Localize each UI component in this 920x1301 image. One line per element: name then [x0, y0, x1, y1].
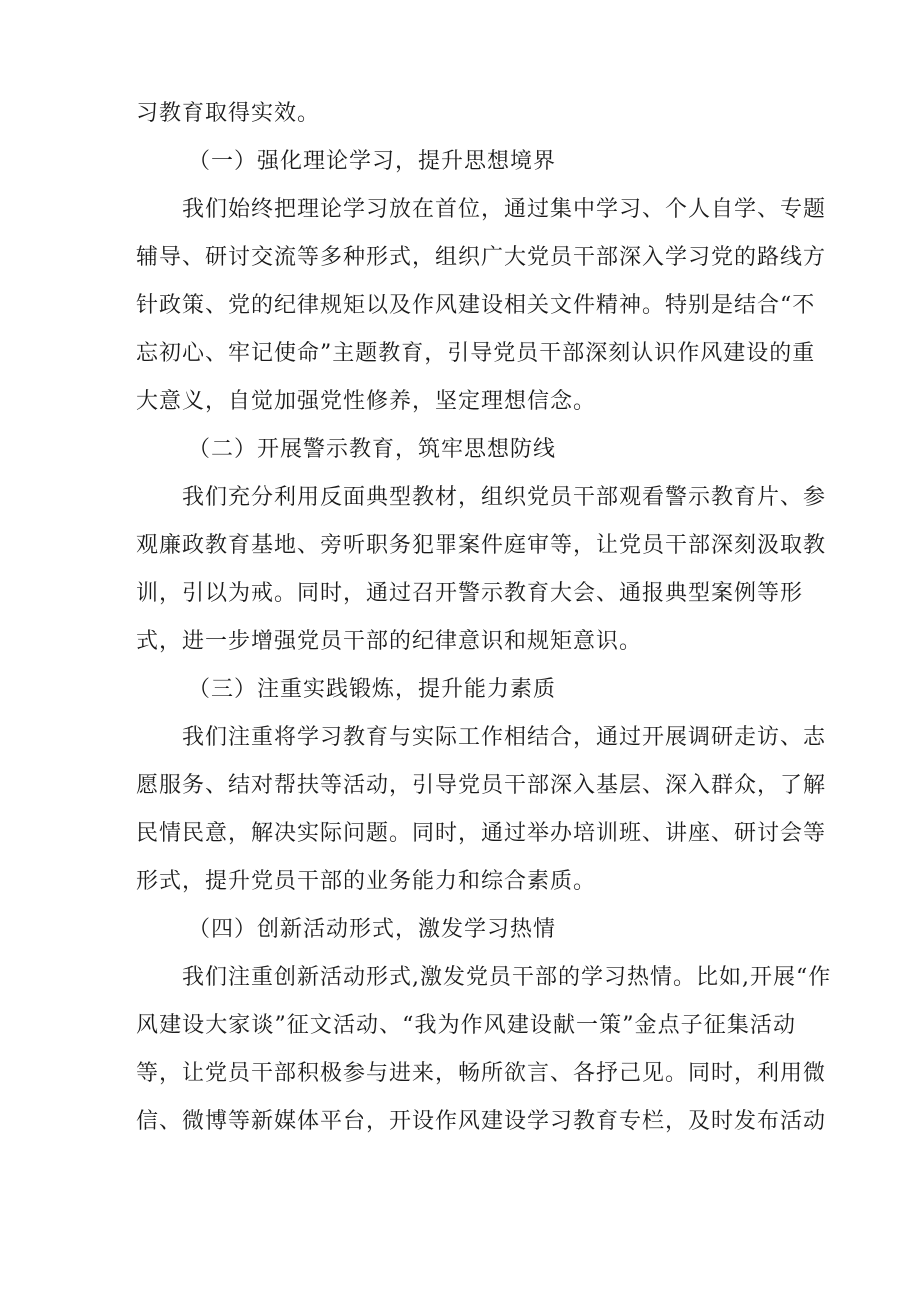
paragraph-line: 我们注重将学习教育与实际工作相结合，通过开展调研走访、志: [182, 725, 827, 750]
paragraph-line: 我们充分利用反面典型教材，组织党员干部观看警示教育片、参: [182, 485, 827, 510]
paragraph-line: 式，进一步增强党员干部的纪律意识和规矩意识。: [136, 629, 643, 654]
paragraph-line: 信、微博等新媒体平台，开设作风建设学习教育专栏，及时发布活动: [136, 1109, 827, 1134]
paragraph-line: 针政策、党的纪律规矩以及作风建设相关文件精神。特别是结合“不: [136, 293, 816, 318]
paragraph-line: 习教育取得实效。: [136, 101, 321, 126]
paragraph-line: 风建设大家谈”征文活动、“我为作风建设献一策”金点子征集活动: [136, 1013, 796, 1038]
paragraph-line: 大意义，自觉加强党性修养，坚定理想信念。: [136, 389, 597, 414]
paragraph-line: 等，让党员干部积极参与进来，畅所欲言、各抒己见。同时，利用微: [136, 1061, 827, 1086]
paragraph-line: 我们始终把理论学习放在首位，通过集中学习、个人自学、专题: [182, 197, 827, 222]
paragraph-line: 训，引以为戒。同时，通过召开警示教育大会、通报典型案例等形: [136, 581, 804, 606]
section-heading-1: （一）强化理论学习，提升思想境界: [188, 149, 557, 174]
section-heading-3: （三）注重实践锻炼，提升能力素质: [188, 677, 557, 702]
paragraph-line: 我们注重创新活动形式,激发党员干部的学习热情。比如,开展“作: [182, 965, 832, 990]
paragraph-line: 民情民意，解决实际问题。同时，通过举办培训班、讲座、研讨会等: [136, 821, 827, 846]
paragraph-line: 愿服务、结对帮扶等活动，引导党员干部深入基层、深入群众，了解: [136, 773, 827, 798]
section-heading-4: （四）创新活动形式，激发学习热情: [188, 917, 557, 942]
section-heading-2: （二）开展警示教育，筑牢思想防线: [188, 437, 557, 462]
paragraph-line: 观廉政教育基地、旁听职务犯罪案件庭审等，让党员干部深刻汲取教: [136, 533, 827, 558]
paragraph-line: 辅导、研讨交流等多种形式，组织广大党员干部深入学习党的路线方: [136, 245, 827, 270]
paragraph-line: 忘初心、牢记使命”主题教育，引导党员干部深刻认识作风建设的重: [136, 341, 816, 366]
paragraph-line: 形式，提升党员干部的业务能力和综合素质。: [136, 869, 597, 894]
